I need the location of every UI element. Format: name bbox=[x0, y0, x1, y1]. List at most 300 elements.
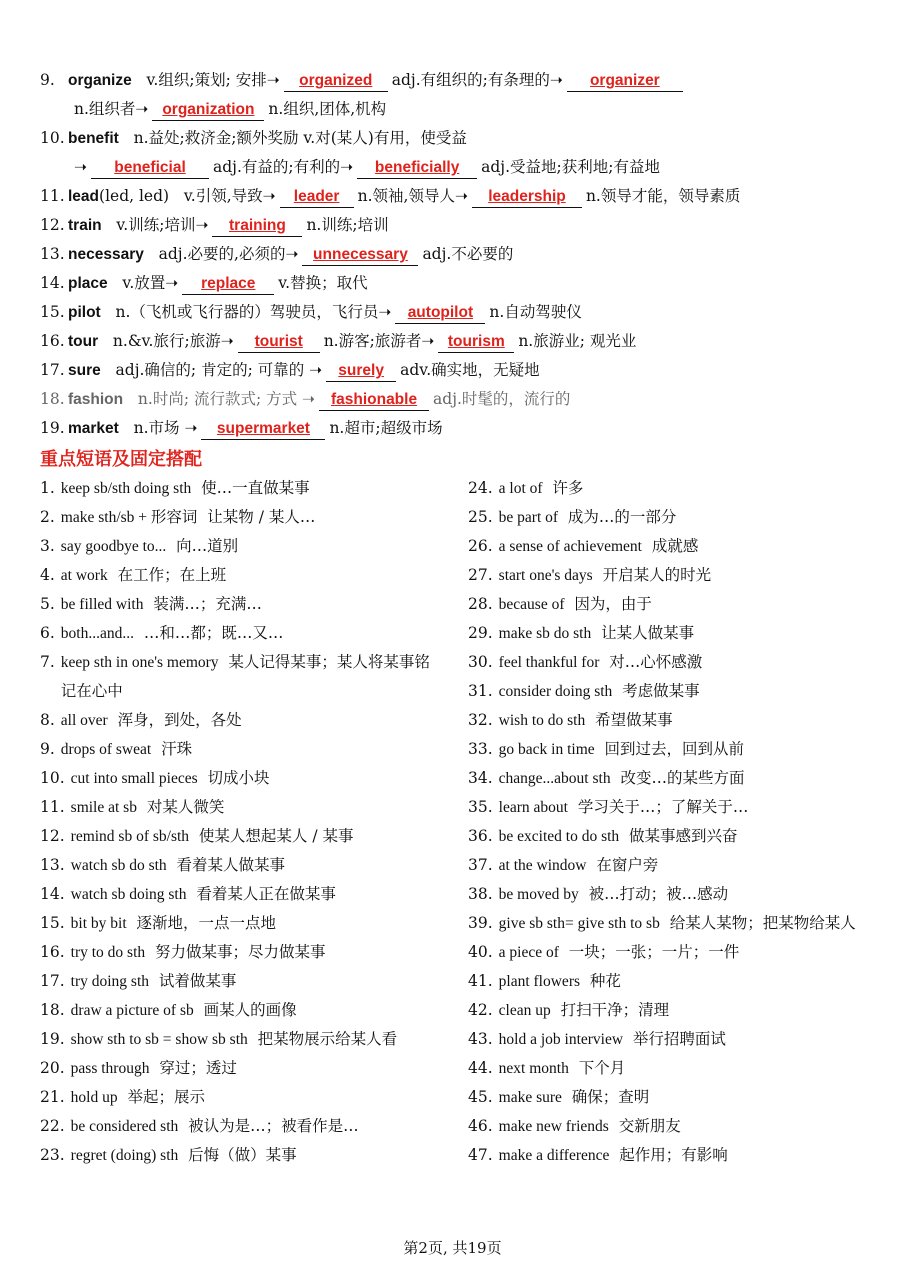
phrase-item bbox=[468, 590, 870, 619]
definition-text: v.引领,导致➝ bbox=[183, 187, 276, 205]
phrase-number: 47. bbox=[468, 1146, 493, 1164]
phrase-text bbox=[499, 880, 870, 909]
phrase-english: be part of bbox=[498, 509, 559, 526]
phrase-number: 32. bbox=[468, 711, 493, 729]
phrase-number: 37. bbox=[468, 856, 493, 874]
phrase-number: 28. bbox=[468, 595, 493, 613]
phrase-english: consider doing sth bbox=[498, 683, 613, 700]
phrase-english: a sense of achievement bbox=[498, 538, 642, 555]
phrase-english: next month bbox=[498, 1060, 569, 1077]
vocab-line bbox=[40, 153, 870, 182]
answer-word: organized bbox=[299, 72, 373, 89]
phrase-column-right bbox=[468, 474, 870, 1170]
phrase-text bbox=[61, 561, 442, 590]
vocab-line bbox=[40, 298, 870, 327]
answer-word: leadership bbox=[488, 188, 566, 205]
phrase-item bbox=[40, 619, 442, 648]
vocab-line bbox=[40, 269, 870, 298]
phrase-chinese: 改变…的某些方面 bbox=[620, 769, 745, 787]
phrase-english: be moved by bbox=[498, 886, 579, 903]
phrase-english: all over bbox=[60, 712, 108, 729]
definition-text: n.组织者➝ bbox=[74, 100, 149, 118]
phrase-english: say goodbye to... bbox=[60, 538, 167, 555]
phrase-english: show sth to sb = show sb sth bbox=[70, 1031, 248, 1048]
phrase-item bbox=[468, 1025, 870, 1054]
phrase-item bbox=[40, 1083, 442, 1112]
phrase-item bbox=[40, 967, 442, 996]
phrase-column-left bbox=[40, 474, 442, 1170]
phrase-chinese: 学习关于…；了解关于… bbox=[577, 798, 749, 816]
definition-text: v.训练;培训➝ bbox=[116, 216, 209, 234]
answer-blank bbox=[284, 71, 388, 92]
phrase-english: hold up bbox=[70, 1089, 118, 1106]
phrase-text bbox=[499, 1141, 870, 1170]
phrase-number: 7. bbox=[40, 653, 55, 671]
answer-blank bbox=[182, 274, 274, 295]
phrase-english: pass through bbox=[70, 1060, 150, 1077]
phrase-number: 46. bbox=[468, 1117, 493, 1135]
definition-text: n.组织,团体,机构 bbox=[268, 100, 387, 118]
phrase-number: 26. bbox=[468, 537, 493, 555]
phrase-english: start one's days bbox=[498, 567, 593, 584]
phrase-item bbox=[40, 503, 442, 532]
answer-blank bbox=[357, 158, 477, 179]
definition-text: adj.受益地;获利地;有益地 bbox=[481, 158, 660, 176]
vocab-line bbox=[40, 356, 870, 385]
phrase-chinese: 回到过去，回到从前 bbox=[604, 740, 745, 758]
phrase-english: remind sb of sb/sth bbox=[70, 828, 190, 845]
phrase-text bbox=[499, 503, 870, 532]
answer-blank bbox=[438, 332, 514, 353]
phrase-chinese: 因为，由于 bbox=[574, 595, 652, 613]
phrase-chinese: 试着做某事 bbox=[158, 972, 237, 990]
phrase-number: 38. bbox=[468, 885, 493, 903]
vocab-number: 12. bbox=[40, 216, 65, 234]
phrase-english: be filled with bbox=[60, 596, 144, 613]
phrase-chinese: 让某人做某事 bbox=[601, 624, 695, 642]
phrase-chinese: 使某人想起某人 / 某事 bbox=[198, 827, 354, 845]
phrase-number: 22. bbox=[40, 1117, 65, 1135]
phrase-chinese: 做某事感到兴奋 bbox=[629, 827, 738, 845]
answer-blank bbox=[152, 100, 264, 121]
phrase-item bbox=[468, 793, 870, 822]
definition-text: n.益处;救济金;额外奖励 v.对(某人)有用，使受益 bbox=[133, 129, 467, 147]
phrase-item bbox=[40, 1112, 442, 1141]
phrase-item bbox=[40, 532, 442, 561]
phrase-text bbox=[499, 938, 870, 967]
phrase-text bbox=[499, 1083, 870, 1112]
phrase-text bbox=[71, 793, 442, 822]
vocab-headword: place bbox=[68, 275, 108, 292]
phrase-text bbox=[499, 822, 870, 851]
phrase-item bbox=[468, 648, 870, 677]
phrase-english: draw a picture of sb bbox=[70, 1002, 194, 1019]
phrase-text bbox=[71, 880, 442, 909]
phrase-number: 17. bbox=[40, 972, 65, 990]
phrase-text bbox=[61, 590, 442, 619]
vocab-line bbox=[40, 240, 870, 269]
vocab-headword-forms: (led, led) bbox=[99, 187, 170, 205]
answer-blank bbox=[212, 216, 302, 237]
phrase-number: 27. bbox=[468, 566, 493, 584]
definition-text: n.训练;培训 bbox=[306, 216, 389, 234]
phrase-english: regret (doing) sth bbox=[70, 1147, 179, 1164]
phrase-text bbox=[61, 648, 442, 706]
phrase-chinese: 开启某人的时光 bbox=[602, 566, 712, 584]
phrase-item bbox=[468, 909, 870, 938]
vocab-headword: organize bbox=[68, 72, 132, 89]
phrase-item bbox=[40, 1141, 442, 1170]
definition-text: n.旅游业; 观光业 bbox=[518, 332, 637, 350]
phrase-item bbox=[468, 851, 870, 880]
phrase-english: a lot of bbox=[498, 480, 543, 497]
phrase-number: 34. bbox=[468, 769, 493, 787]
answer-blank bbox=[238, 332, 320, 353]
phrase-number: 9. bbox=[40, 740, 55, 758]
phrase-number: 24. bbox=[468, 479, 493, 497]
answer-word: autopilot bbox=[407, 304, 474, 321]
phrase-item bbox=[40, 880, 442, 909]
vocab-line bbox=[40, 124, 870, 153]
answer-word: tourist bbox=[254, 333, 303, 350]
phrase-number: 23. bbox=[40, 1146, 65, 1164]
vocab-line bbox=[40, 211, 870, 240]
answer-word: training bbox=[229, 217, 286, 234]
phrase-chinese: 举起；展示 bbox=[127, 1088, 205, 1106]
phrase-number: 8. bbox=[40, 711, 55, 729]
phrase-item bbox=[40, 648, 442, 706]
phrase-text bbox=[499, 1025, 870, 1054]
phrase-chinese: 浑身，到处，各处 bbox=[117, 711, 242, 729]
phrase-text bbox=[71, 996, 442, 1025]
vocab-line bbox=[40, 95, 870, 124]
phrase-english: smile at sb bbox=[70, 799, 137, 816]
phrase-number: 3. bbox=[40, 537, 55, 555]
phrase-number: 40. bbox=[468, 943, 493, 961]
vocab-number: 17. bbox=[40, 361, 65, 379]
phrase-item bbox=[40, 1054, 442, 1083]
vocab-line bbox=[40, 66, 870, 95]
phrase-number: 14. bbox=[40, 885, 65, 903]
phrase-chinese: 努力做某事；尽力做某事 bbox=[155, 943, 326, 961]
phrase-item bbox=[40, 938, 442, 967]
phrase-english: watch sb do sth bbox=[70, 857, 167, 874]
vocabulary-list bbox=[40, 66, 870, 443]
phrase-text bbox=[499, 764, 870, 793]
vocab-headword: sure bbox=[68, 362, 101, 379]
phrase-number: 21. bbox=[40, 1088, 65, 1106]
answer-blank bbox=[472, 187, 582, 208]
phrase-english: at work bbox=[60, 567, 108, 584]
phrase-chinese: 某人记得某事；某人将某事铭记在心中 bbox=[60, 653, 430, 700]
vocab-line bbox=[40, 385, 870, 414]
phrase-english: wish to do sth bbox=[498, 712, 586, 729]
phrase-number: 13. bbox=[40, 856, 65, 874]
phrase-text bbox=[71, 764, 442, 793]
phrase-text bbox=[71, 1141, 442, 1170]
answer-blank bbox=[326, 361, 396, 382]
phrase-chinese: 让某物 / 某人… bbox=[207, 508, 316, 526]
vocab-number: 19. bbox=[40, 419, 65, 437]
phrase-number: 4. bbox=[40, 566, 55, 584]
phrase-text bbox=[71, 851, 442, 880]
definition-text: adj.确信的; 肯定的; 可靠的 ➝ bbox=[115, 361, 323, 379]
definition-text: n.&v.旅行;旅游➝ bbox=[112, 332, 234, 350]
phrase-item bbox=[40, 1025, 442, 1054]
phrase-chinese: 画某人的画像 bbox=[203, 1001, 297, 1019]
phrase-chinese: 在窗户旁 bbox=[596, 856, 659, 874]
answer-blank bbox=[201, 419, 325, 440]
phrase-text bbox=[499, 909, 870, 938]
definition-text: n.时尚; 流行款式; 方式 ➝ bbox=[137, 390, 316, 408]
definition-text: n.领导才能，领导素质 bbox=[585, 187, 741, 205]
phrase-chinese: 一块；一张；一片；一件 bbox=[568, 943, 740, 961]
answer-word: beneficially bbox=[374, 159, 460, 176]
phrase-english: bit by bit bbox=[70, 915, 127, 932]
phrase-chinese: 交新朋友 bbox=[618, 1117, 681, 1135]
page-footer: 第2页, 共19页 bbox=[403, 1239, 502, 1257]
phrase-item bbox=[40, 764, 442, 793]
phrase-text bbox=[499, 793, 870, 822]
phrase-english: cut into small pieces bbox=[70, 770, 198, 787]
definition-text: n.（飞机或飞行器的）驾驶员，飞行员➝ bbox=[115, 303, 392, 321]
phrase-english: be considered sth bbox=[70, 1118, 179, 1135]
phrase-number: 1. bbox=[40, 479, 55, 497]
phrase-english: keep sb/sth doing sth bbox=[60, 480, 192, 497]
phrase-item bbox=[468, 1141, 870, 1170]
phrase-text bbox=[71, 1083, 442, 1112]
definition-text: n.市场 ➝ bbox=[133, 419, 198, 437]
phrase-number: 35. bbox=[468, 798, 493, 816]
phrase-english: learn about bbox=[498, 799, 568, 816]
phrase-number: 33. bbox=[468, 740, 493, 758]
phrase-number: 16. bbox=[40, 943, 65, 961]
vocab-line bbox=[40, 182, 870, 211]
phrase-number: 29. bbox=[468, 624, 493, 642]
answer-word: surely bbox=[338, 362, 384, 379]
phrase-number: 44. bbox=[468, 1059, 493, 1077]
phrase-text bbox=[61, 532, 442, 561]
vocab-number: 9. bbox=[40, 71, 55, 89]
answer-word: organizer bbox=[589, 72, 660, 89]
phrase-chinese: 考虑做某事 bbox=[622, 682, 700, 700]
phrase-english: make sb do sth bbox=[498, 625, 592, 642]
phrase-english: feel thankful for bbox=[498, 654, 600, 671]
phrase-chinese: 逐渐地，一点一点地 bbox=[136, 914, 277, 932]
vocab-headword: lead bbox=[68, 188, 100, 205]
phrase-chinese: 打扫干净；清理 bbox=[560, 1001, 670, 1019]
answer-word: organization bbox=[162, 101, 255, 118]
phrase-english: at the window bbox=[498, 857, 587, 874]
vocab-headword: fashion bbox=[68, 391, 124, 408]
phrase-item bbox=[40, 822, 442, 851]
phrase-chinese: 被认为是…；被看作是… bbox=[188, 1117, 359, 1135]
phrase-number: 45. bbox=[468, 1088, 493, 1106]
definition-text: ➝ bbox=[74, 158, 87, 176]
phrase-chinese: 成为…的一部分 bbox=[567, 508, 677, 526]
definition-text: adj.时髦的，流行的 bbox=[433, 390, 571, 408]
phrase-english: be excited to do sth bbox=[498, 828, 620, 845]
phrase-chinese: 成就感 bbox=[651, 537, 699, 555]
phrase-chinese: 使…一直做某事 bbox=[201, 479, 310, 497]
phrase-chinese: 被…打动；被…感动 bbox=[588, 885, 729, 903]
definition-text: n.超市;超级市场 bbox=[329, 419, 443, 437]
vocab-headword: tour bbox=[68, 333, 99, 350]
phrase-english: clean up bbox=[498, 1002, 551, 1019]
definition-text: adj.有组织的;有条理的➝ bbox=[391, 71, 563, 89]
phrase-english: a piece of bbox=[498, 944, 559, 961]
phrase-item bbox=[468, 967, 870, 996]
phrase-english: drops of sweat bbox=[60, 741, 152, 758]
vocab-line bbox=[40, 327, 870, 356]
phrase-english: hold a job interview bbox=[498, 1031, 624, 1048]
phrase-text bbox=[499, 996, 870, 1025]
phrase-text bbox=[71, 822, 442, 851]
phrase-item bbox=[40, 793, 442, 822]
answer-blank bbox=[91, 158, 209, 179]
definition-text: adv.确实地，无疑地 bbox=[400, 361, 540, 379]
phrase-item bbox=[40, 706, 442, 735]
phrase-text bbox=[499, 648, 870, 677]
phrase-text bbox=[61, 503, 442, 532]
phrase-item bbox=[40, 996, 442, 1025]
phrase-number: 25. bbox=[468, 508, 493, 526]
phrase-chinese: 在工作；在上班 bbox=[117, 566, 227, 584]
phrase-text bbox=[499, 619, 870, 648]
phrase-number: 19. bbox=[40, 1030, 65, 1048]
vocab-number: 18. bbox=[40, 390, 65, 408]
phrase-item bbox=[468, 503, 870, 532]
phrase-item bbox=[40, 851, 442, 880]
phrase-text bbox=[61, 706, 442, 735]
phrase-text bbox=[61, 619, 442, 648]
answer-word: leader bbox=[293, 188, 340, 205]
answer-blank bbox=[319, 390, 429, 411]
answer-word: beneficial bbox=[114, 159, 186, 176]
vocab-headword: market bbox=[68, 420, 119, 437]
phrase-chinese: 向…道别 bbox=[176, 537, 239, 555]
vocab-number: 10. bbox=[40, 129, 65, 147]
section-title: 重点短语及固定搭配 bbox=[40, 449, 202, 470]
answer-word: unnecessary bbox=[313, 246, 408, 263]
phrase-english: go back in time bbox=[498, 741, 595, 758]
definition-text: adj.必要的,必须的➝ bbox=[158, 245, 299, 263]
phrase-english: both...and... bbox=[60, 625, 134, 642]
phrase-item bbox=[40, 561, 442, 590]
phrase-number: 36. bbox=[468, 827, 493, 845]
vocab-number: 11. bbox=[40, 187, 65, 205]
answer-word: replace bbox=[201, 275, 256, 292]
phrase-number: 6. bbox=[40, 624, 55, 642]
phrase-chinese: 下个月 bbox=[578, 1059, 626, 1077]
phrase-english: because of bbox=[498, 596, 565, 613]
phrase-english: keep sth in one's memory bbox=[60, 654, 219, 671]
phrase-english: watch sb doing sth bbox=[70, 886, 187, 903]
answer-blank bbox=[302, 245, 418, 266]
phrase-item bbox=[468, 822, 870, 851]
phrase-item bbox=[468, 619, 870, 648]
phrase-english: change...about sth bbox=[498, 770, 611, 787]
phrase-item bbox=[468, 735, 870, 764]
phrase-chinese: 许多 bbox=[552, 479, 584, 497]
answer-word: fashionable bbox=[330, 391, 418, 408]
phrase-chinese: 后悔（做）某事 bbox=[188, 1146, 297, 1164]
phrase-text bbox=[71, 1025, 442, 1054]
phrase-text bbox=[499, 1112, 870, 1141]
definition-text: n.自动驾驶仪 bbox=[489, 303, 582, 321]
phrase-chinese: 看着某人做某事 bbox=[176, 856, 286, 874]
phrase-english: make sth/sb + 形容词 bbox=[60, 509, 198, 526]
phrase-number: 10. bbox=[40, 769, 65, 787]
phrase-chinese: 对某人微笑 bbox=[146, 798, 225, 816]
phrase-english: plant flowers bbox=[498, 973, 581, 990]
phrase-text bbox=[499, 706, 870, 735]
vocab-number: 13. bbox=[40, 245, 65, 263]
phrase-chinese: 起作用；有影响 bbox=[619, 1146, 728, 1164]
vocab-headword: pilot bbox=[68, 304, 101, 321]
answer-blank bbox=[395, 303, 485, 324]
phrase-english: make a difference bbox=[498, 1147, 610, 1164]
phrase-english: make sure bbox=[498, 1089, 562, 1106]
phrase-chinese: 穿过；透过 bbox=[159, 1059, 237, 1077]
phrase-chinese: 装满…；充满… bbox=[153, 595, 262, 613]
phrase-text bbox=[61, 474, 442, 503]
phrase-chinese: 把某物展示给某人看 bbox=[257, 1030, 398, 1048]
vocab-line bbox=[40, 414, 870, 443]
phrase-text bbox=[499, 735, 870, 764]
phrase-english: give sb sth= give sth to sb bbox=[498, 915, 660, 932]
phrase-text bbox=[71, 909, 442, 938]
phrase-number: 39. bbox=[468, 914, 493, 932]
vocab-headword: train bbox=[68, 217, 102, 234]
definition-text: n.领袖,领导人➝ bbox=[357, 187, 468, 205]
answer-word: tourism bbox=[447, 333, 505, 350]
definition-text: v.组织;策划; 安排➝ bbox=[146, 71, 280, 89]
phrase-text bbox=[499, 677, 870, 706]
phrase-chinese: 切成小块 bbox=[207, 769, 270, 787]
phrase-item bbox=[468, 677, 870, 706]
vocab-number: 16. bbox=[40, 332, 65, 350]
phrase-chinese: 种花 bbox=[589, 972, 621, 990]
definition-text: v.替换；取代 bbox=[278, 274, 368, 292]
phrase-chinese: 汗珠 bbox=[161, 740, 193, 758]
phrase-item bbox=[468, 996, 870, 1025]
phrase-number: 15. bbox=[40, 914, 65, 932]
phrase-number: 42. bbox=[468, 1001, 493, 1019]
phrase-text bbox=[499, 1054, 870, 1083]
phrase-text bbox=[71, 1112, 442, 1141]
phrase-number: 20. bbox=[40, 1059, 65, 1077]
phrase-chinese: 看着某人正在做某事 bbox=[196, 885, 336, 903]
phrase-text bbox=[499, 967, 870, 996]
phrase-chinese: …和…都；既…又… bbox=[143, 624, 284, 642]
answer-blank bbox=[567, 71, 683, 92]
phrase-text bbox=[61, 735, 442, 764]
phrase-text bbox=[71, 1054, 442, 1083]
phrase-number: 11. bbox=[40, 798, 65, 816]
definition-text: n.游客;旅游者➝ bbox=[323, 332, 435, 350]
phrase-number: 12. bbox=[40, 827, 65, 845]
phrase-item bbox=[40, 909, 442, 938]
phrase-item bbox=[468, 938, 870, 967]
phrase-number: 31. bbox=[468, 682, 493, 700]
phrase-number: 41. bbox=[468, 972, 493, 990]
phrase-item bbox=[468, 764, 870, 793]
phrase-item bbox=[468, 1083, 870, 1112]
phrase-chinese: 希望做某事 bbox=[595, 711, 673, 729]
vocab-number: 15. bbox=[40, 303, 65, 321]
phrase-number: 2. bbox=[40, 508, 55, 526]
